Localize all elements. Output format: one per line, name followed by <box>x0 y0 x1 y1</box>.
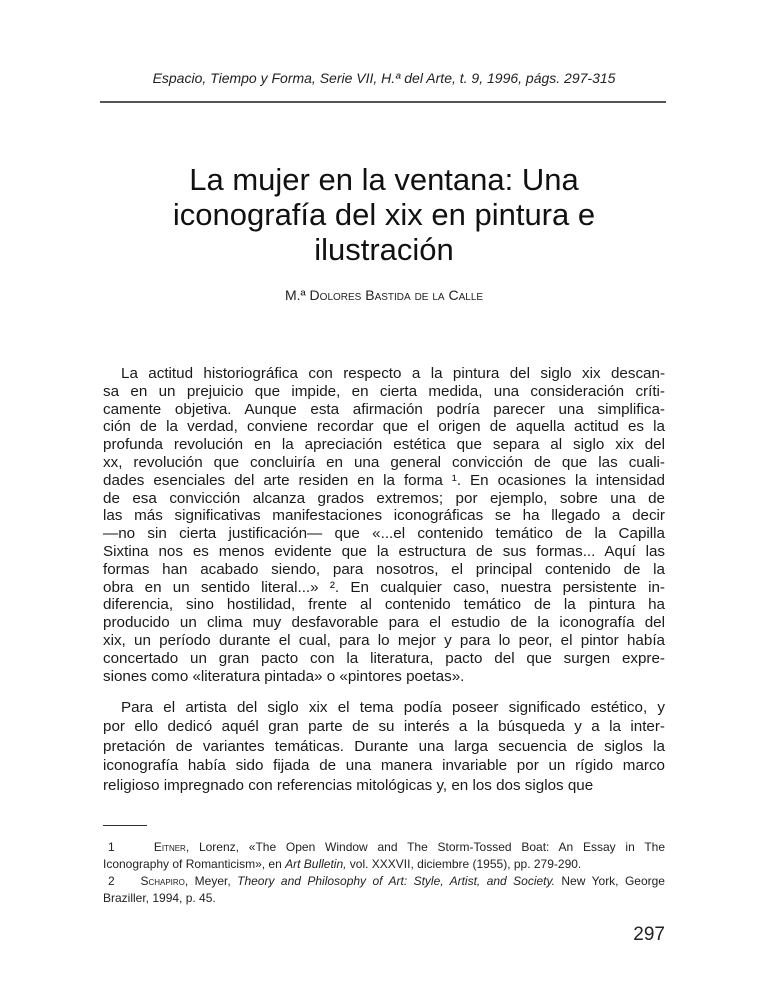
body-line: producido un clima muy desfavorable para el estudio de la iconografía del <box>103 614 665 632</box>
author: M.ª Dolores Bastida de la Calle <box>284 287 484 303</box>
body-line: xx, revolución que concluiría en una general convicción de que las cuali- <box>103 454 665 471</box>
body-line: camente objetiva. Aunque esta afirmación podría parecer una simplifica- <box>103 400 665 418</box>
body-line: por ello dedicó aquél gran parte de su interés a la búsqueda y a la inter- <box>103 718 665 736</box>
footnote-book-title: Theory and Philosophy of Art: Style, Artist, and Society. <box>237 874 555 888</box>
body-line: iconografía había sido fijada de una manera invariable por un rígido marco <box>103 757 665 775</box>
footnote-1-line-2 <box>103 857 665 872</box>
body-line: profunda revolución en la apreciación estética que separa al siglo xix del <box>103 436 665 454</box>
body-line: siones como «literatura pintada» o «pintores poetas». <box>103 667 465 685</box>
title-line: ilustración <box>314 232 454 267</box>
body-line: concertado un gran pacto con la literatura, pacto del que surgen expre- <box>103 649 665 667</box>
body-line: La actitud historiográfica con respecto a la pintura del siglo xix descan- <box>121 365 665 382</box>
body-line: xix, un período durante el cual, para lo mejor y para lo peor, el pintor había <box>103 632 665 649</box>
footnote-author: Schapiro <box>140 874 185 888</box>
footnote-2-line-1 <box>108 874 665 889</box>
title-line: iconografía del xix en pintura e <box>172 197 596 232</box>
footnote-text: vol. XXXVII, diciembre (1955), pp. 279-290. <box>346 857 582 871</box>
body-line: ción de la verdad, conviene recordar que el origen de aquella actitud es la <box>103 418 665 436</box>
body-line: las más significativas manifestaciones iconográficas se ha llegado a decir <box>103 507 665 525</box>
footnote-journal: Art Bulletin, <box>285 857 347 871</box>
body-line: dades esenciales del arte residen en la forma ¹. En ocasiones la intensidad <box>103 471 665 489</box>
body-line: sa en un prejuicio que impide, en cierta medida, una consideración críti- <box>103 382 665 400</box>
article-title <box>84 162 684 267</box>
page-number: 297 <box>633 924 665 945</box>
body-line: diferencia, sino hostilidad, frente al contenido temático de la pintura ha <box>103 596 665 614</box>
footnote-text: , Meyer, <box>184 874 238 888</box>
footnote-marker: 2 <box>108 874 115 888</box>
body-line: religioso impregnado con referencias mitológicas y, en los dos siglos que <box>103 776 594 794</box>
body-line: formas han acabado siendo, para nosotros, el principal contenido de la <box>103 560 665 578</box>
footnote-2-line-2: Braziller, 1994, p. 45. <box>103 891 216 905</box>
body-line: pretación de variantes temáticas. Durante una larga secuencia de siglos la <box>103 737 665 755</box>
body-line: de esa convicción alcanza grados extremos; por ejemplo, sobre una de <box>103 489 665 507</box>
footnote-text: Iconography of Romanticism», en <box>103 857 286 871</box>
title-line: La mujer en la ventana: Una <box>189 162 579 197</box>
footnote-marker: 1 <box>108 840 115 854</box>
footnote-text: New York, George <box>554 874 665 888</box>
footnote-rule <box>103 825 147 826</box>
body-line: Para el artista del siglo xix el tema podía poseer significado estético, y <box>121 699 665 716</box>
body-line: Sixtina nos es menos evidente que la estructura de sus formas... Aquí las <box>103 543 665 560</box>
journal-header: Espacio, Tiempo y Forma, Serie VII, H.ª del Arte, t. 9, 1996, págs. 297-315 <box>152 70 616 86</box>
body-line: obra en un sentido literal...» ². En cualquier caso, nuestra persistente in- <box>103 578 665 596</box>
footnote-author: Eitner <box>153 840 186 854</box>
footnote-1-line-1 <box>108 840 665 855</box>
body-line: —no sin cierta justificación— que «...el contenido temático de la Capilla <box>103 525 665 543</box>
header-rule <box>100 101 666 103</box>
footnote-text: , Lorenz, «The Open Window and The Storm-Tossed Boat: An Essay in The <box>185 840 665 854</box>
